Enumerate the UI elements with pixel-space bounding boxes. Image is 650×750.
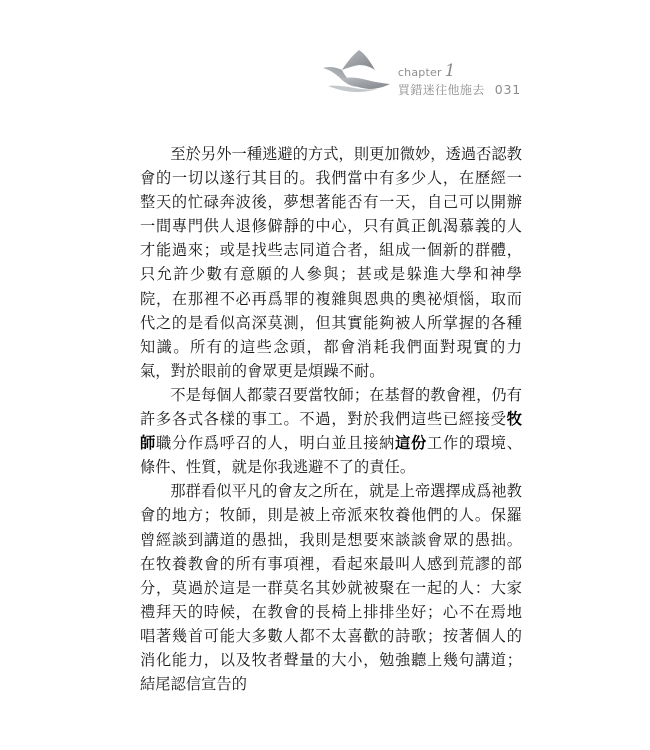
running-head-text (398, 63, 521, 100)
chapter-title-line (398, 81, 521, 98)
chapter-title: 買錯迷往他施去 (397, 83, 485, 97)
emphasis-text: 這份 (395, 434, 427, 453)
emphasis-text: 牧師 (140, 410, 522, 453)
page-folio: 031 (494, 82, 521, 97)
chapter-word: chapter (397, 66, 442, 79)
whale-tail-icon (320, 46, 394, 100)
running-head (0, 42, 521, 100)
paragraph: 至於另外一種逃避的方式，則更加微妙，透過否認教會的一切以遂行其目的。我們當中有多少人，在歷經一整天的忙碌奔波後，夢想著能否有一天，自己可以開辦一間專門供人退修僻靜的中心，只有眞正飢渴慕義的人才能過來；或是找些志同道合者，組成一個新的群體，只允許少數有意願的人參與；甚或是躲進大學和神學院，在那裡不必再爲罪的複雜與恩典的奧祕煩惱，取而代之的是看似高深莫測，但其實能夠被人所掌握的各種知識。所有的這些念頭，都會消耗我們面對現實的力氣，對於眼前的會眾更是煩躁不耐。 (140, 145, 523, 380)
paragraph: 那群看似平凡的會友之所在，就是上帝選擇成爲祂教會的地方；牧師，則是被上帝派來牧養他們的人。保羅曾經談到講道的愚拙，我則是想要來談談會眾的愚拙。在牧養教會的所有事項裡，看起來最叫人感到荒謬的部分，莫過於這是一群莫名其妙就被聚在一起的人：大家禮拜天的時候，在教會的長椅上排排坐好；心不在焉地唱著幾首可能大多數人都不太喜歡的詩歌；按著個人的消化能力，以及牧者聲量的大小，勉強聽上幾句講道；結尾認信宣告的 (140, 482, 523, 694)
paragraph: 不是每個人都蒙召要當牧師；在基督的教會裡，仍有許多各式各樣的事工。不過，對於我們這些已經接受牧師職分作爲呼召的人，明白並且接納這份工作的環境、條件、性質，就是你我逃避不了的責任。 (140, 385, 523, 477)
chapter-line (398, 63, 456, 80)
chapter-number: 1 (444, 61, 456, 81)
body-text (140, 142, 522, 696)
